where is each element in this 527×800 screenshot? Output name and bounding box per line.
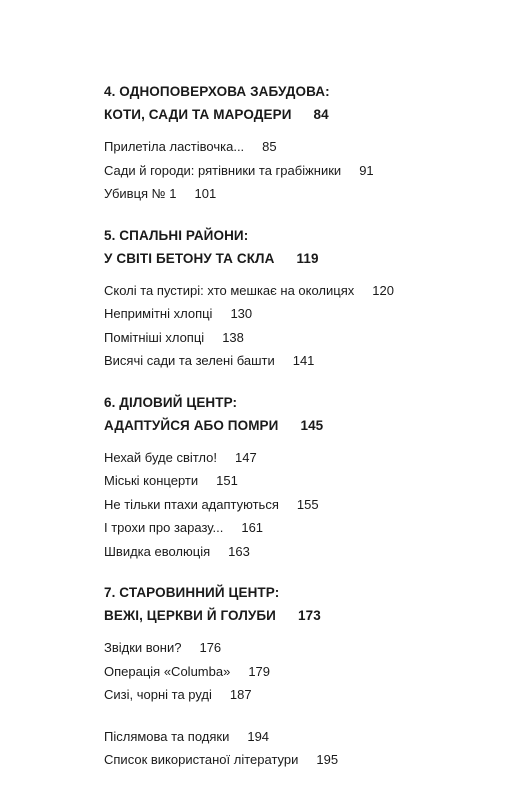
toc-entry xyxy=(104,540,504,564)
entry-page-number: 187 xyxy=(229,687,252,702)
toc-entry xyxy=(104,326,504,350)
chapter-7 xyxy=(104,581,504,707)
chapter-title-line-2 xyxy=(104,414,504,437)
entry-page-number: 151 xyxy=(216,473,238,488)
table-of-contents xyxy=(104,80,504,772)
entry-title: Помітніші хлопці xyxy=(104,329,205,345)
entry-page-number: 85 xyxy=(262,139,277,154)
toc-entry xyxy=(104,159,504,183)
entry-title: Непримітні хлопці xyxy=(104,306,213,321)
entry-title: І трохи про заразу... xyxy=(104,520,224,535)
toc-entry xyxy=(104,660,504,684)
entry-page-number: 120 xyxy=(372,282,394,298)
toc-entry xyxy=(104,748,504,772)
toc-entry xyxy=(104,279,504,303)
entry-title: Нехай буде світло! xyxy=(104,449,217,465)
entry-title: Швидка еволюція xyxy=(104,543,211,559)
entry-title: Звідки вони? xyxy=(104,640,182,655)
toc-entry xyxy=(104,302,504,326)
entry-title: Сколі та пустирі: хто мешкає на околицях xyxy=(104,282,355,298)
chapter-title xyxy=(104,80,504,126)
entry-page-number: 161 xyxy=(241,520,264,535)
entry-title: Післямова та подяки xyxy=(104,728,230,744)
chapter-title-text: У СВІТІ БЕТОНУ ТА СКЛА xyxy=(104,250,275,266)
toc-entry xyxy=(104,135,504,159)
chapter-title-line-1: 6. ДІЛОВИЙ ЦЕНТР: xyxy=(104,394,238,410)
toc-entry xyxy=(104,446,504,470)
entry-page-number: 141 xyxy=(292,353,315,368)
chapter-title-line-2 xyxy=(104,103,504,126)
toc-entry xyxy=(104,493,504,517)
entry-page-number: 195 xyxy=(316,752,339,767)
toc-entry xyxy=(104,182,504,206)
chapter-page-number: 119 xyxy=(296,250,319,266)
entry-page-number: 194 xyxy=(247,728,270,744)
entry-title: Сизі, чорні та руді xyxy=(104,687,212,702)
toc-entry xyxy=(104,683,504,707)
chapter-title-text: АДАПТУЙСЯ АБО ПОМРИ xyxy=(104,417,279,433)
chapter-title xyxy=(104,391,504,437)
entry-page-number: 130 xyxy=(230,306,253,321)
chapter-title-line-2 xyxy=(104,247,504,270)
entry-page-number: 155 xyxy=(296,496,319,512)
chapter-title xyxy=(104,581,504,627)
chapter-4 xyxy=(104,80,504,206)
toc-entry xyxy=(104,636,504,660)
entry-title: Не тільки птахи адаптуються xyxy=(104,496,279,512)
entry-page-number: 176 xyxy=(199,640,222,655)
toc-entry xyxy=(104,725,504,749)
toc-entry xyxy=(104,469,504,493)
toc-entry xyxy=(104,516,504,540)
chapter-title-line-1: 5. СПАЛЬНІ РАЙОНИ: xyxy=(104,227,249,243)
chapter-title-text: КОТИ, САДИ ТА МАРОДЕРИ xyxy=(104,107,292,122)
entry-page-number: 138 xyxy=(222,329,244,345)
entry-page-number: 101 xyxy=(194,186,217,201)
entry-title: Операція «Columba» xyxy=(104,663,231,679)
entry-title: Убивця № 1 xyxy=(104,186,177,201)
chapter-page-number: 173 xyxy=(298,608,321,623)
entry-title: Сади й городи: рятівники та грабіжники xyxy=(104,162,342,178)
chapter-title xyxy=(104,224,504,270)
chapter-title-line-1: 4. ОДНОПОВЕРХОВА ЗАБУДОВА: xyxy=(104,84,330,99)
entry-page-number: 179 xyxy=(248,663,271,679)
chapter-5 xyxy=(104,224,504,373)
chapter-page-number: 145 xyxy=(300,417,324,433)
chapter-title-text: ВЕЖІ, ЦЕРКВИ Й ГОЛУБИ xyxy=(104,608,276,623)
entry-page-number: 91 xyxy=(359,162,374,178)
entry-title: Висячі сади та зелені башти xyxy=(104,353,275,368)
chapter-6 xyxy=(104,391,504,564)
entry-title: Міські концерти xyxy=(104,473,199,488)
appendix-section xyxy=(104,725,504,772)
chapter-page-number: 84 xyxy=(313,107,329,122)
entry-title: Список використаної літератури xyxy=(104,752,299,767)
entry-title: Прилетіла ластівочка... xyxy=(104,139,245,154)
chapter-title-line-2 xyxy=(104,604,504,627)
entry-page-number: 147 xyxy=(234,449,257,465)
entry-page-number: 163 xyxy=(228,543,250,559)
chapter-title-line-1: 7. СТАРОВИННИЙ ЦЕНТР: xyxy=(104,585,280,600)
toc-entry xyxy=(104,349,504,373)
